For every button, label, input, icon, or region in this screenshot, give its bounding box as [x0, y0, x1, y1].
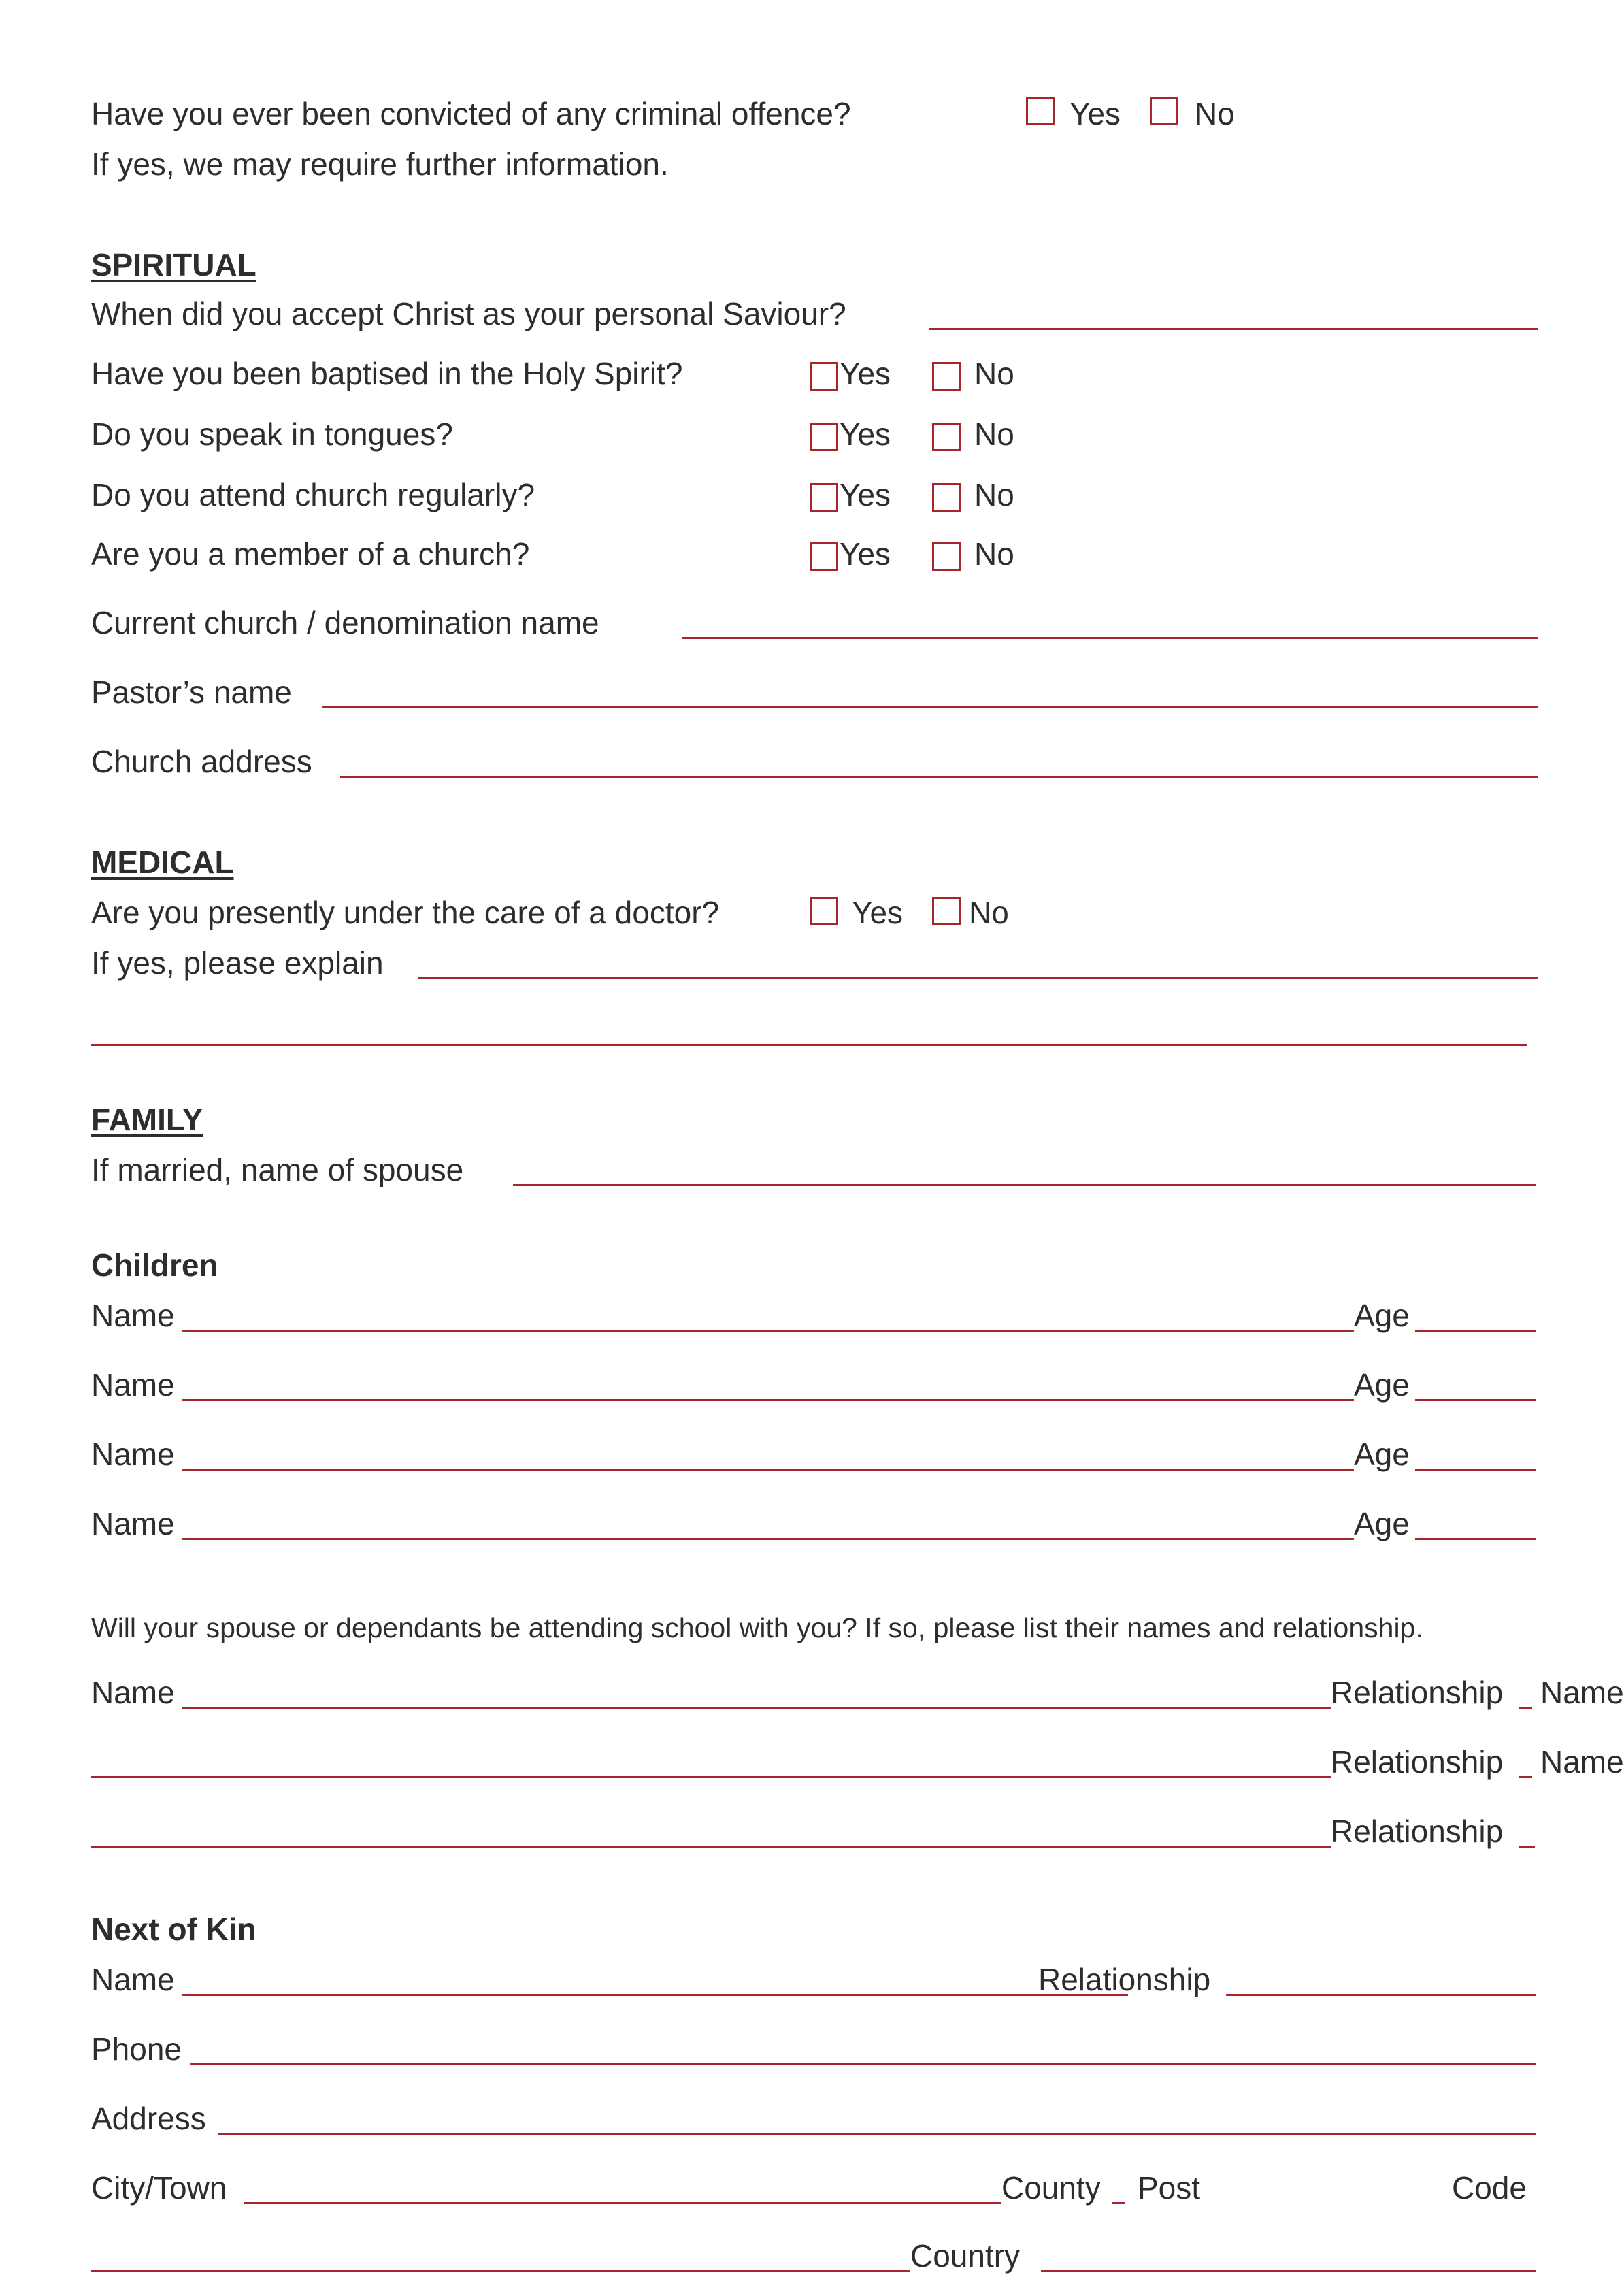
child-row	[91, 1366, 1538, 1407]
attend-church-yes-label: Yes	[840, 477, 891, 512]
child-age-field[interactable]	[1415, 1330, 1536, 1332]
baptised-row	[91, 355, 1538, 396]
dependant-name-label: Name	[91, 1675, 175, 1710]
child-age-label: Age	[1354, 1298, 1410, 1333]
child-age-label: Age	[1354, 1437, 1410, 1472]
kin-post-code-field[interactable]	[91, 2270, 910, 2272]
dependant-relationship-label: Relationship	[1331, 1675, 1504, 1710]
criminal-yes-label: Yes	[1070, 96, 1121, 131]
criminal-no-label: No	[1195, 96, 1235, 131]
tongues-yes-checkbox[interactable]	[810, 423, 838, 451]
next-of-kin-heading-row	[91, 1911, 1538, 1952]
accept-christ-label: When did you accept Christ as your personal Saviour?	[91, 296, 846, 331]
kin-country-field[interactable]	[1041, 2270, 1536, 2272]
church-member-no-checkbox[interactable]	[932, 542, 961, 571]
kin-country-row	[91, 2237, 1538, 2278]
church-name-field[interactable]	[682, 637, 1538, 639]
child-age-field[interactable]	[1415, 1469, 1536, 1471]
dependant-row	[91, 1674, 1624, 1715]
attend-church-label: Do you attend church regularly?	[91, 477, 535, 512]
child-age-field[interactable]	[1415, 1399, 1536, 1401]
medical-heading: MEDICAL	[91, 845, 234, 880]
kin-address-row	[91, 2100, 1538, 2141]
child-age-label: Age	[1354, 1367, 1410, 1403]
kin-name-label: Name	[91, 1962, 175, 1997]
kin-relationship-label: Relationship	[1038, 1962, 1211, 1997]
church-member-row	[91, 536, 1538, 576]
church-member-label: Are you a member of a church?	[91, 536, 530, 572]
attend-church-row	[91, 476, 1538, 517]
child-row	[91, 1436, 1538, 1477]
kin-phone-row	[91, 2031, 1538, 2071]
family-heading-row	[91, 1101, 1538, 1142]
child-name-field[interactable]	[182, 1469, 1354, 1471]
child-row	[91, 1297, 1538, 1338]
kin-address-field[interactable]	[218, 2133, 1536, 2135]
medical-explain-label: If yes, please explain	[91, 945, 384, 981]
tongues-row	[91, 416, 1538, 457]
kin-country-label: Country	[910, 2238, 1021, 2274]
tongues-no-checkbox[interactable]	[932, 423, 961, 451]
medical-explain-row	[91, 945, 1538, 985]
child-name-label: Name	[91, 1298, 175, 1333]
doctor-care-yes-label: Yes	[852, 895, 904, 930]
child-name-field[interactable]	[182, 1399, 1354, 1401]
dependant-next-name-label: Name	[1540, 1744, 1624, 1780]
attend-church-no-label: No	[974, 477, 1014, 512]
attend-church-yes-checkbox[interactable]	[810, 483, 838, 512]
doctor-care-yes-checkbox[interactable]	[810, 897, 838, 925]
medical-heading-row	[91, 844, 1538, 885]
baptised-no-label: No	[974, 356, 1014, 391]
church-member-yes-checkbox[interactable]	[810, 542, 838, 571]
dependant-next-name-label: Name	[1540, 1675, 1624, 1710]
dependant-row	[91, 1813, 1538, 1854]
church-address-row	[91, 743, 1538, 784]
baptised-yes-checkbox[interactable]	[810, 362, 838, 391]
kin-name-row	[91, 1961, 1538, 2002]
kin-name-field[interactable]	[182, 1994, 1128, 1996]
pastor-name-label: Pastor’s name	[91, 674, 292, 710]
tongues-yes-label: Yes	[840, 416, 891, 452]
dependant-name-field[interactable]	[91, 1846, 1331, 1848]
child-name-field[interactable]	[182, 1538, 1354, 1540]
criminal-question-row	[91, 95, 1538, 136]
church-member-no-label: No	[974, 536, 1014, 572]
children-heading-row	[91, 1247, 1538, 1288]
dependant-name-field[interactable]	[91, 1776, 1331, 1778]
church-name-row	[91, 604, 1538, 645]
dependant-name-field[interactable]	[182, 1707, 1331, 1709]
kin-city-row	[91, 2169, 1538, 2210]
doctor-care-no-label: No	[969, 895, 1009, 930]
church-name-label: Current church / denomination name	[91, 605, 599, 640]
doctor-care-label: Are you presently under the care of a doctor?	[91, 895, 720, 930]
dependant-relationship-field[interactable]	[1519, 1776, 1532, 1778]
kin-county-field[interactable]	[1112, 2202, 1125, 2204]
pastor-name-field[interactable]	[322, 706, 1538, 708]
baptised-yes-label: Yes	[840, 356, 891, 391]
kin-phone-label: Phone	[91, 2031, 182, 2067]
church-member-yes-label: Yes	[840, 536, 891, 572]
spiritual-heading-row	[91, 246, 1538, 287]
child-name-label: Name	[91, 1367, 175, 1403]
dependant-relationship-field[interactable]	[1519, 1846, 1535, 1848]
accept-christ-field[interactable]	[929, 328, 1538, 330]
kin-city-field[interactable]	[244, 2202, 1001, 2204]
spouse-row	[91, 1151, 1538, 1192]
criminal-note-row	[91, 146, 1538, 186]
dependants-question-row	[91, 1611, 1538, 1652]
kin-post-label: Post	[1138, 2170, 1201, 2206]
baptised-label: Have you been baptised in the Holy Spirit?	[91, 356, 683, 391]
dependant-relationship-label: Relationship	[1331, 1814, 1504, 1849]
church-address-label: Church address	[91, 744, 312, 779]
accept-christ-row	[91, 295, 1538, 336]
criminal-yes-checkbox[interactable]	[1026, 97, 1055, 125]
spouse-label: If married, name of spouse	[91, 1152, 464, 1187]
doctor-care-row	[91, 894, 1538, 935]
next-of-kin-heading: Next of Kin	[91, 1912, 256, 1947]
kin-city-label: City/Town	[91, 2170, 227, 2206]
child-age-field[interactable]	[1415, 1538, 1536, 1540]
kin-relationship-field[interactable]	[1226, 1994, 1536, 1996]
child-name-label: Name	[91, 1506, 175, 1541]
dependants-question: Will your spouse or dependants be attending school with you? If so, please list their names and relationship.	[91, 1612, 1423, 1643]
child-row	[91, 1505, 1538, 1546]
criminal-no-checkbox[interactable]	[1150, 97, 1178, 125]
baptised-no-checkbox[interactable]	[932, 362, 961, 391]
child-name-field[interactable]	[182, 1330, 1354, 1332]
children-heading: Children	[91, 1247, 218, 1283]
criminal-note: If yes, we may require further information.	[91, 146, 669, 182]
tongues-no-label: No	[974, 416, 1014, 452]
attend-church-no-checkbox[interactable]	[932, 483, 961, 512]
doctor-care-no-checkbox[interactable]	[932, 897, 961, 925]
kin-county-label: County	[1001, 2170, 1101, 2206]
dependant-relationship-label: Relationship	[1331, 1744, 1504, 1780]
medical-explain-field-line-2[interactable]	[91, 1044, 1527, 1046]
child-name-label: Name	[91, 1437, 175, 1472]
church-address-field[interactable]	[340, 776, 1538, 778]
medical-explain-field[interactable]	[418, 977, 1538, 979]
family-heading: FAMILY	[91, 1102, 203, 1137]
child-age-label: Age	[1354, 1506, 1410, 1541]
criminal-question-label: Have you ever been convicted of any criminal offence?	[91, 96, 851, 131]
tongues-label: Do you speak in tongues?	[91, 416, 453, 452]
kin-code-label: Code	[1452, 2170, 1527, 2206]
pastor-name-row	[91, 674, 1538, 715]
kin-phone-field[interactable]	[190, 2063, 1536, 2065]
kin-address-label: Address	[91, 2101, 206, 2136]
dependant-row	[91, 1743, 1624, 1784]
dependant-relationship-field[interactable]	[1519, 1707, 1532, 1709]
spouse-field[interactable]	[513, 1184, 1536, 1186]
spiritual-heading: SPIRITUAL	[91, 247, 256, 282]
